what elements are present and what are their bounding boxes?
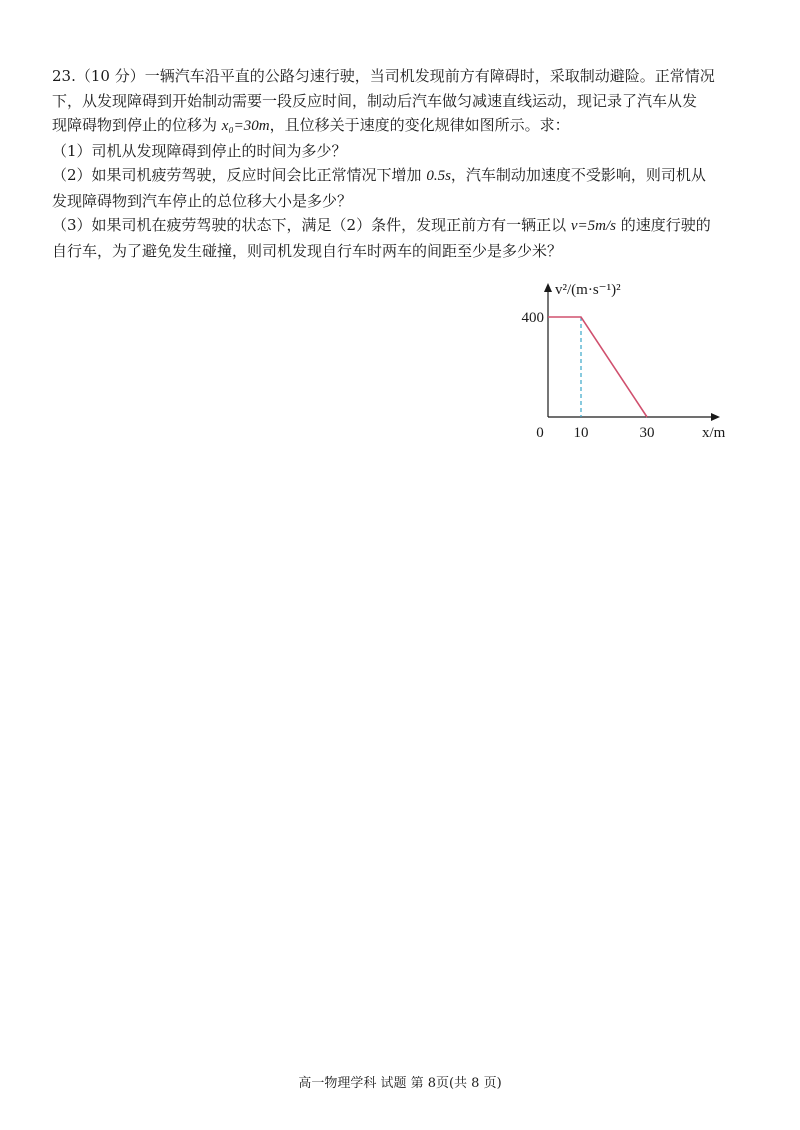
question-intro-line-2: 下，从发现障碍到开始制动需要一段反应时间，制动后汽车做匀减速直线运动，现记录了汽车从发 xyxy=(52,91,698,110)
question-intro-line-3 xyxy=(52,113,752,139)
sub-question-3-cont: 自行车，为了避免发生碰撞，则司机发现自行车时两车的间距至少是多少米？ xyxy=(52,241,563,260)
question-23 xyxy=(52,64,752,263)
q2-delay-value: 0.5s xyxy=(426,168,451,184)
question-intro-line-1: 23.（10 分）一辆汽车沿平直的公路匀速行驶，当司机发现前方有障碍时，采取制动避险。正常情况 xyxy=(52,67,715,85)
x-tick-label-0: 0 xyxy=(536,425,544,441)
y-axis-label: v²/(m·s⁻¹)² xyxy=(555,282,621,298)
v2-x-graph xyxy=(508,275,738,445)
x-axis-label: x/m xyxy=(702,425,726,441)
x0-value: x₀=30m xyxy=(221,118,270,134)
sub-question-1: （1）司机从发现障碍到停止的时间为多少？ xyxy=(52,141,347,160)
sub-question-2-cont: 发现障碍物到汽车停止的总位移大小是多少？ xyxy=(52,191,353,210)
y-tick-label-400: 400 xyxy=(521,310,544,326)
sub-question-3 xyxy=(52,213,752,239)
x-tick-label-10: 10 xyxy=(573,425,589,441)
y-axis-arrow xyxy=(544,283,552,292)
q2-text-a: （2）如果司机疲劳驾驶，反应时间会比正常情况下增加 xyxy=(52,166,427,184)
tick-labels xyxy=(522,310,655,441)
x-tick-label-30: 30 xyxy=(639,425,655,441)
x-axis-arrow xyxy=(711,413,720,421)
page-footer: 高一物理学科 试题 第 8页(共 8 页) xyxy=(298,1076,502,1091)
intro-text-a: 现障碍物到停止的位移为 xyxy=(52,116,222,134)
q3-text-b: 的速度行驶的 xyxy=(615,216,711,234)
sub-question-2 xyxy=(52,163,752,189)
bike-speed-value: v=5m/s xyxy=(570,218,616,234)
q2-text-b: ，汽车制动加速度不受影响，则司机从 xyxy=(450,166,706,184)
intro-text-b: ，且位移关于速度的变化规律如图所示。求： xyxy=(269,116,570,134)
q3-text-a: （3）如果司机在疲劳驾驶的状态下，满足（2）条件，发现正前方有一辆正以 xyxy=(52,216,571,234)
series-line xyxy=(548,317,647,417)
